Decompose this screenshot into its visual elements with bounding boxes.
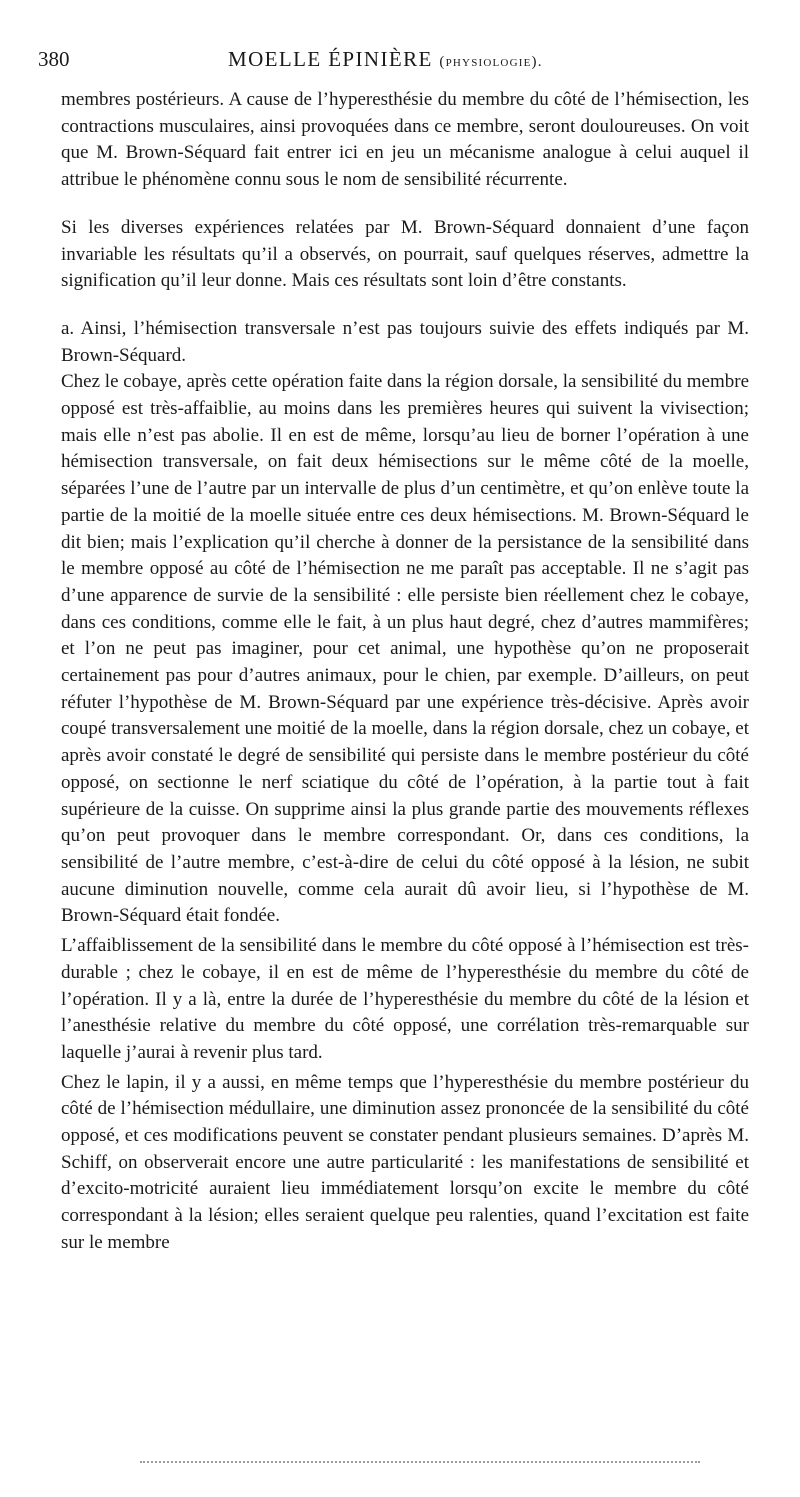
paragraph: Si les diverses expériences relatées par M. Brown-Séquard donnaient d’une façon invariable les résultats qu’il a observés, on pourrait, sauf quelques réserves, admettre la signification qu’il leur donne. Mais ces résultats sont loin d’être constants. (61, 216, 749, 292)
page-number: 380 (38, 47, 70, 71)
paragraph: a. Ainsi, l’hémisection transversale n’est pas toujours suivie des effets indiqués par M. Brown-Séquard. (61, 317, 749, 366)
paragraph: L’affaiblissement de la sensibilité dans le membre du côté opposé à l’hémisection est très-durable ; chez le cobaye, il en est de même de l’hyperesthésie du membre du côté de l’opération. Il y a là, entre la durée de l’hyperesthésie du membre du côté de la lésion et l’anesthésie relative du membre du côté opposé, une corrélation très-remarquable sur laquelle j’aurai à revenir plus tard. (61, 935, 749, 1063)
running-title-subtitle: (physiologie). (439, 54, 543, 70)
paragraph-continuation: membres postérieurs. A cause de l’hyperesthésie du membre du côté de l’hémisection, les contractions musculaires, ainsi provoquées dans ce membre, seront douloureuses. On voit que M. Brown-Séquard fait entrer ici en jeu un mécanisme analogue à celui auquel il attribue le phénomène connu sous le nom de sensibilité récurrente. (61, 89, 749, 191)
running-header (38, 44, 758, 74)
body-text (61, 87, 749, 1257)
running-title (228, 44, 543, 77)
bottom-print-rule (140, 1461, 700, 1463)
paragraph: Chez le lapin, il y a aussi, en même temps que l’hyperesthésie du membre postérieur du côté de l’hémisection médullaire, une diminution assez prononcée de la sensibilité du côté opposé, et ces modifications peuvent se constater pendant plusieurs semaines. D’après M. Schiff, on observerait encore une autre particularité : les manifestations de sensibilité et d’excito-motricité auraient lieu immédiatement lorsqu’on excite le membre du côté correspondant à la lésion; elles seraient quelque peu ralenties, quand l’excitation est faite sur le membre (61, 1071, 749, 1253)
running-title-main: MOELLE ÉPINIÈRE (228, 47, 433, 71)
paragraph: Chez le cobaye, après cette opération faite dans la région dorsale, la sensibilité du membre opposé est très-affaiblie, au moins dans les premières heures qui suivent la vivisection; mais elle n’est pas abolie. Il en est de même, lorsqu’au lieu de borner l’opération à une hémisection transversale, on fait deux hémisections sur le même côté de la moelle, séparées l’une de l’autre par un intervalle de plus d’un centimètre, et qu’on enlève toute la partie de la moitié de la moelle située entre ces deux hémisections. M. Brown-Séquard le dit bien; mais l’explication qu’il cherche à donner de la persistance de la sensibilité dans le membre opposé au côté de l’hémisection ne me paraît pas acceptable. Il ne s’agit pas d’une apparence de survie de la sensibilité : elle persiste bien réellement chez le cobaye, dans ces conditions, comme elle le fait, à un plus haut degré, chez d’autres mammifères; et l’on ne peut pas imaginer, pour cet animal, une hypothèse qu’on ne proposerait certainement pas pour d’autres animaux, pour le chien, par exemple. D’ailleurs, on peut réfuter l’hypothèse de M. Brown-Séquard par une expérience très-décisive. Après avoir coupé transversalement une moitié de la moelle, dans la région dorsale, chez un cobaye, et après avoir constaté le degré de sensibilité qui persiste dans le membre postérieur du côté opposé, on sectionne le nerf sciatique du côté de l’opération, à la partie tout à fait supérieure de la cuisse. On supprime ainsi la plus grande partie des mouvements réflexes qu’on peut provoquer dans le membre correspondant. Or, dans ces conditions, la sensibilité de l’autre membre, c’est-à-dire de celui du côté opposé à la lésion, ne subit aucune diminution nouvelle, comme cela aurait dû avoir lieu, si l’hypothèse de M. Brown-Séquard était fondée. (61, 371, 749, 927)
